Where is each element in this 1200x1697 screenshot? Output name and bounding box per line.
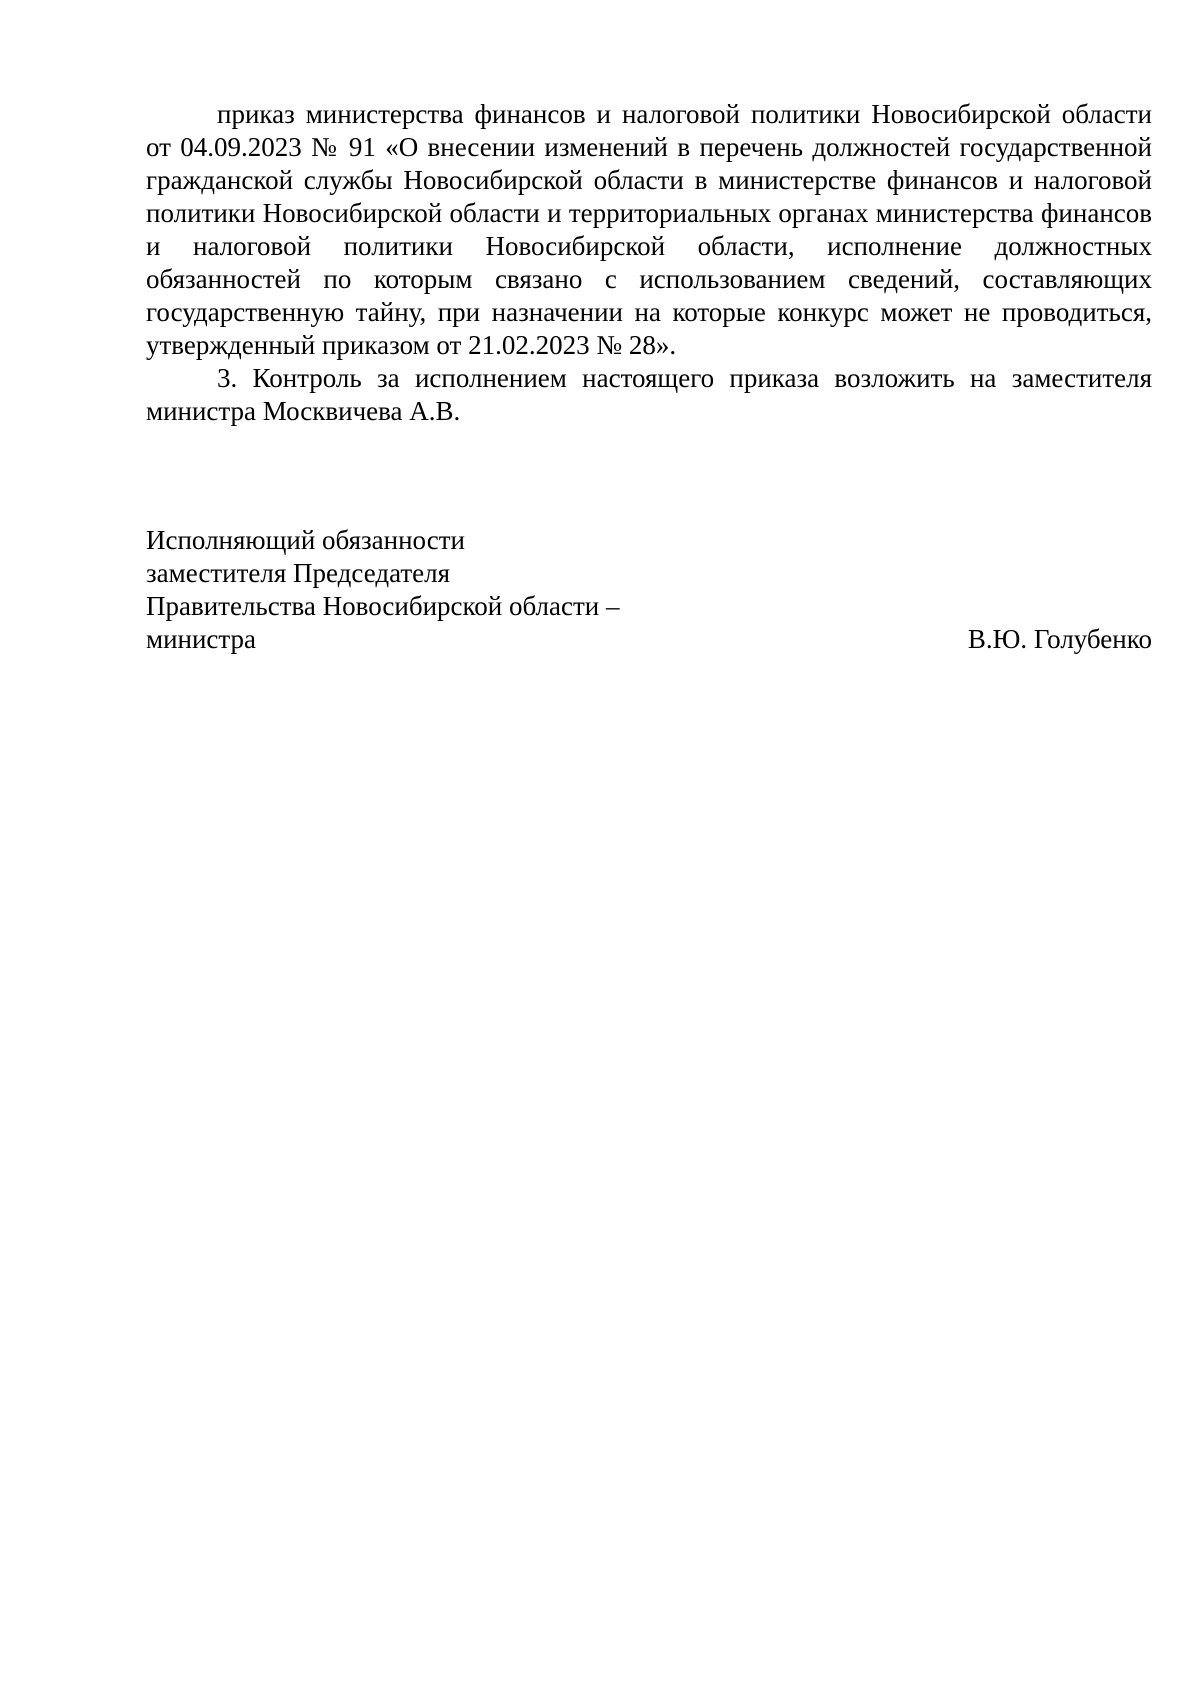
signature-position-line-3: Правительства Новосибирской области – bbox=[146, 591, 620, 621]
signatory-name: В.Ю. Голубенко bbox=[967, 624, 1152, 654]
signature-block bbox=[146, 524, 1152, 656]
signature-position-line-2: заместителя Председателя bbox=[146, 558, 451, 588]
signature-position-line-4: министра bbox=[146, 624, 257, 654]
signature-final-row bbox=[146, 623, 1152, 656]
document-body bbox=[146, 98, 1152, 428]
paragraph-order-reference: приказ министерства финансов и налоговой политики Новосибирской области от 04.09.2023 № 91 «О внесении изменений в перечень должностей государственной гражданской службы Новосибирской области в министерстве финансов и налоговой политики Новосибирской области и территориальных органах министерства финансов и налоговой политики Новосибирской области, исполнение должностных обязанностей по которым связано с использованием сведений, составляющих государственную тайну, при назначении на которые конкурс может не проводиться, утвержденный приказом от 21.02.2023 № 28». bbox=[146, 99, 1152, 360]
signature-position-line-1: Исполняющий обязанности bbox=[146, 525, 465, 555]
paragraph-control-clause: 3. Контроль за исполнением настоящего приказа возложить на заместителя министра Москвичева А.В. bbox=[146, 363, 1152, 426]
